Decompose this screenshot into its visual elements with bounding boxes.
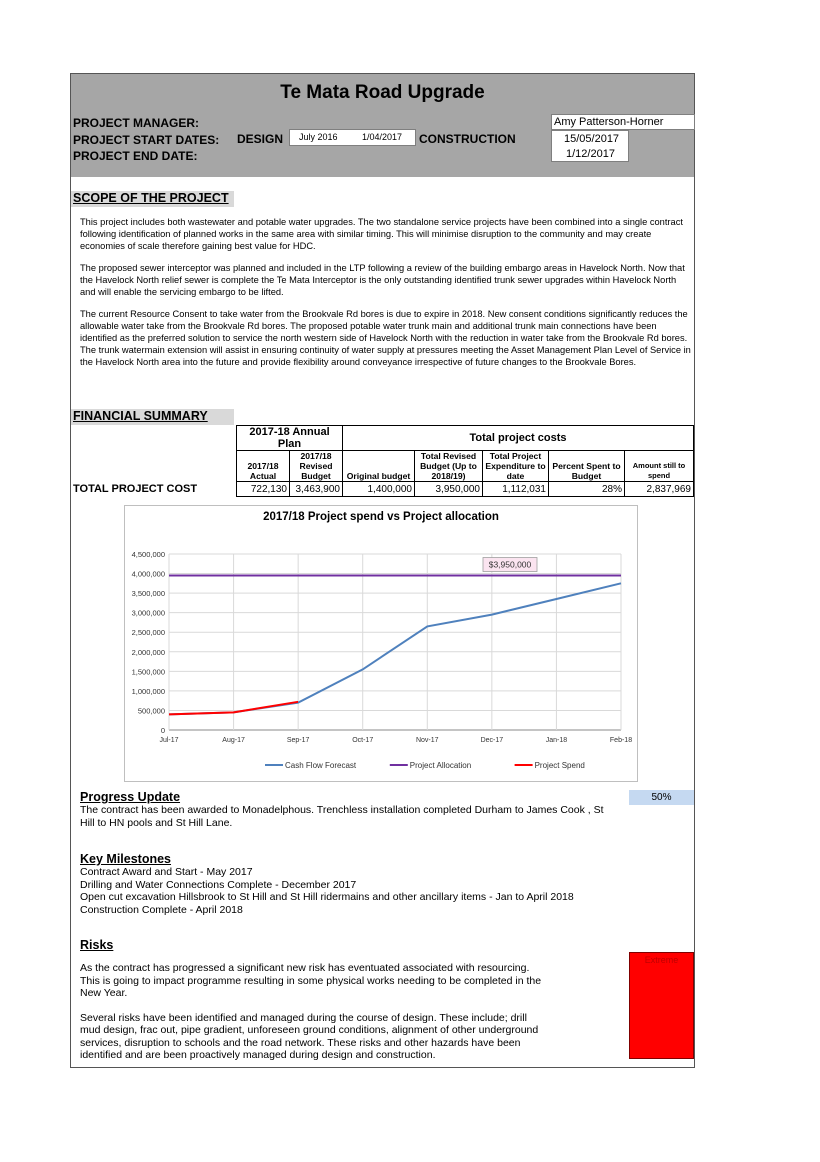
project-title: Te Mata Road Upgrade (280, 82, 485, 103)
column-header: Total Project Expenditure to date (483, 451, 549, 482)
end-date-label: PROJECT END DATE: (73, 149, 198, 163)
milestone-item: Contract Award and Start - May 2017 (80, 866, 253, 878)
x-tick-label: Jan-18 (545, 737, 568, 744)
value-cell: 3,950,000 (415, 482, 483, 497)
design-dates-cell (289, 129, 416, 146)
value-cell: 3,463,900 (290, 482, 343, 497)
value-cell: 28% (549, 482, 625, 497)
x-tick-label: Sep-17 (286, 737, 310, 744)
report-page (70, 73, 695, 1068)
x-tick-label: Oct-17 (352, 737, 374, 744)
y-tick-label: 4,000,000 (131, 569, 165, 579)
column-header: Total Revised Budget (Up to 2018/19) (415, 451, 483, 482)
risk-rating: Extreme (644, 955, 679, 965)
value-cell: 2,837,969 (625, 482, 694, 497)
chart-title: 2017/18 Project spend vs Project allocation (263, 511, 499, 523)
scope-paragraph: This project includes both wastewater and potable water upgrades. The two standalone service projects have been combined into a single contract following identification of planned works in the same area with similar timing. This will minimise disruption to the community and may create economies of scale therefore gaining best value for HDC. (80, 217, 683, 251)
value-cell: 1,112,031 (483, 482, 549, 497)
milestone-item: Construction Complete - April 2018 (80, 903, 243, 916)
total-cost-label: TOTAL PROJECT COST (73, 483, 198, 495)
y-tick-label: 3,500,000 (131, 589, 165, 599)
risks-heading: Risks (80, 938, 114, 952)
risk-paragraph: As the contract has progressed a significant new risk has eventuated associated with resourcing. This is going to impact programme resulting in some physical works needing to be completed in the New Year. (80, 962, 542, 999)
x-tick-label: Jul-17 (159, 737, 179, 744)
design-date-1: July 2016 (299, 132, 338, 142)
progress-heading: Progress Update (80, 790, 181, 804)
risk-paragraph: Several risks have been identified and managed during the course of design. These include; drill mud design, frac out, pipe gradient, unforeseen ground conditions, alignment of other underground services, disruption to schools and the road network. These risks and other hazards have been identified and are been proactively managed during design and construction. (80, 1011, 539, 1061)
x-tick-label: Dec-17 (480, 737, 504, 744)
y-tick-label: 0 (160, 726, 165, 735)
y-tick-label: 2,500,000 (131, 628, 165, 638)
scope-paragraph: The current Resource Consent to take water from the Brookvale Rd bores is due to expire in 2018. New consent conditions significantly reduces the allowable water take from the Brookvale Rd bores. The proposed potable water trunk main and additional trunk main connections have been identified as the preferred solution to service the north western side of Havelock North with the reduction in water take from the Brookvale Rd bores. The trunk watermain extension will assist in ensuring continuity of water supply at pressures meeting the Asset Management Plan Level of Service in the Havelock North area into the future and provide flexibility around conveyance irrespective of future changes to the Brookvale Bores. (80, 309, 691, 367)
scope-text (80, 216, 692, 368)
milestone-item: Drilling and Water Connections Complete - December 2017 (80, 878, 357, 891)
y-tick-label: 3,000,000 (131, 608, 165, 618)
total-costs-header: Total project costs (343, 426, 694, 451)
y-tick-label: 1,000,000 (131, 686, 165, 696)
legend-label: Cash Flow Forecast (285, 761, 357, 770)
milestones-heading: Key Milestones (80, 852, 172, 866)
y-tick-label: 1,500,000 (131, 667, 165, 677)
project-manager-value: Amy Patterson-Horner (551, 114, 695, 130)
progress-percent: 50% (629, 790, 694, 805)
chart-frame (124, 505, 638, 782)
financial-table (236, 425, 694, 497)
financial-heading: FINANCIAL SUMMARY (71, 409, 234, 425)
y-tick-label: 4,500,000 (131, 550, 165, 559)
x-tick-label: Nov-17 (415, 737, 439, 744)
column-header: Original budget (343, 451, 415, 482)
design-date-2: 1/04/2017 (362, 132, 403, 142)
column-header: 2017/18 Revised Budget (290, 451, 343, 482)
project-manager-label: PROJECT MANAGER: (73, 116, 200, 130)
allocation-annotation: $3,950,000 (488, 559, 532, 570)
legend-label: Project Allocation (409, 761, 472, 770)
construction-dates-cell (551, 130, 629, 162)
series-line-cash-flow-forecast (169, 583, 621, 714)
value-cell: 722,130 (237, 482, 290, 497)
risks-text (80, 962, 548, 1062)
construction-label: CONSTRUCTION (419, 132, 516, 146)
spend-chart (125, 506, 637, 781)
progress-text: The contract has been awarded to Monadelphous. Trenchless installation completed Durham to James Cook , St Hill to HN pools and St Hill Lane. (80, 804, 604, 829)
milestones-list (80, 866, 680, 916)
construction-start: 15/05/2017 (564, 133, 620, 145)
scope-heading: SCOPE OF THE PROJECT (71, 191, 234, 207)
start-dates-label: PROJECT START DATES: (73, 133, 220, 147)
y-tick-label: 500,000 (137, 706, 165, 716)
risk-rating-box (629, 952, 694, 1059)
design-label: DESIGN (237, 132, 284, 146)
x-tick-label: Feb-18 (609, 737, 633, 744)
scope-paragraph: The proposed sewer interceptor was planned and included in the LTP following a review of the building embargo areas in Havelock North. Now that the Havelock North relief sewer is complete the Te Mata Interceptor is the only outstanding identified trunk sewer upgrades within Havelock North and will enable the servicing embargo to be lifted. (80, 263, 685, 297)
construction-end: 1/12/2017 (566, 148, 615, 160)
legend-label: Project Spend (534, 761, 585, 770)
annual-plan-header: 2017-18 Annual Plan (237, 426, 343, 451)
column-header: Amount still to spend (625, 451, 694, 482)
value-cell: 1,400,000 (343, 482, 415, 497)
y-tick-label: 2,000,000 (131, 647, 165, 657)
column-header: Percent Spent to Budget (549, 451, 625, 482)
milestone-item: Open cut excavation Hillsbrook to St Hill and St Hill ridermains and other ancillary items - Jan to April 2018 (80, 891, 574, 903)
column-header: 2017/18 Actual (237, 451, 290, 482)
x-tick-label: Aug-17 (222, 737, 245, 744)
